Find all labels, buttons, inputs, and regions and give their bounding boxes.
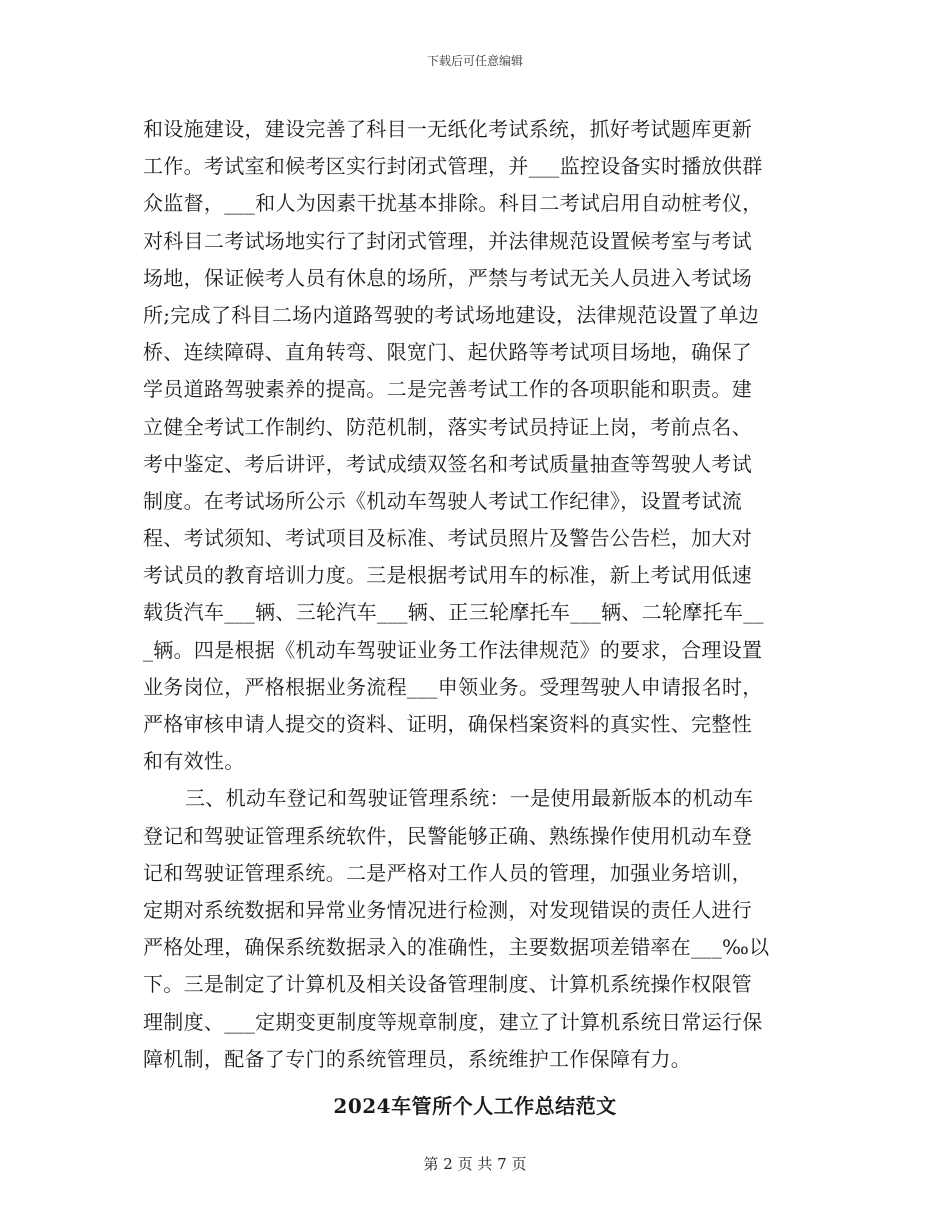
body-line: 障机制，配备了专门的系统管理员，系统维护工作保障有力。 — [143, 1046, 692, 1071]
page-number: 第 2 页 共 7 页 — [423, 1155, 527, 1173]
body-line: 理制度、___定期变更制度等规章制度，建立了计算机系统日常运行保 — [143, 1009, 763, 1034]
body-line: 定期对系统数据和异常业务情况进行检测，对发现错误的责任人进行 — [143, 897, 752, 922]
body-line: 严格处理，确保系统数据录入的准确性，主要数据项差错率在___‰以 — [143, 935, 770, 960]
body-line: 业务岗位，严格根据业务流程___申领业务。受理驾驶人申请报名时， — [143, 674, 763, 699]
body-line: 立健全考试工作制约、防范机制，落实考试员持证上岗，考前点名、 — [143, 414, 752, 439]
header-note: 下载后可任意编辑 — [426, 54, 523, 68]
body-line: 场地，保证候考人员有休息的场所，严禁与考试无关人员进入考试场 — [143, 265, 752, 290]
document-title: 2024车管所个人工作总结范文 — [333, 1094, 617, 1118]
body-line: 考中鉴定、考后讲评，考试成绩双签名和考试质量抽查等驾驶人考试 — [143, 451, 752, 476]
body-line: 所;完成了科目二场内道路驾驶的考试场地建设，法律规范设置了单边 — [143, 302, 760, 327]
body-line: 记和驾驶证管理系统。二是严格对工作人员的管理，加强业务培训， — [143, 860, 752, 885]
body-line: 考试员的教育培训力度。三是根据考试用车的标准，新上考试用低速 — [143, 563, 752, 588]
body-line: 和有效性。 — [143, 749, 245, 774]
body-line: _辆。四是根据《机动车驾驶证业务工作法律规范》的要求，合理设置 — [143, 637, 763, 662]
body-line: 对科目二考试场地实行了封闭式管理，并法律规范设置候考室与考试 — [143, 228, 752, 253]
body-line: 严格审核申请人提交的资料、证明，确保档案资料的真实性、完整性 — [143, 712, 752, 736]
body-line: 载货汽车___辆、三轮汽车___辆、正三轮摩托车___辆、二轮摩托车__ — [143, 600, 764, 625]
document-body — [143, 111, 803, 1078]
body-line: 众监督，___和人为因素干扰基本排除。科目二考试启用自动桩考仪， — [143, 191, 763, 216]
body-line: 和设施建设，建设完善了科目一无纸化考试系统，抓好考试题库更新 — [143, 117, 752, 141]
body-line: 制度。在考试场所公示《机动车驾驶人考试工作纪律》，设置考试流 — [143, 488, 742, 513]
body-line: 工作。考试室和候考区实行封闭式管理，并___监控设备实时播放供群 — [143, 154, 763, 179]
body-line: 桥、连续障碍、直角转弯、限宽门、起伏路等考试项目场地，确保了 — [143, 340, 752, 365]
paragraph-start-line: 三、机动车登记和驾驶证管理系统：一是使用最新版本的机动车 — [185, 786, 754, 811]
body-line: 学员道路驾驶素养的提高。二是完善考试工作的各项职能和职责。建 — [143, 377, 752, 402]
body-line: 下。三是制定了计算机及相关设备管理制度、计算机系统操作权限管 — [143, 972, 752, 997]
body-line: 登记和驾驶证管理系统软件，民警能够正确、熟练操作使用机动车登 — [143, 823, 752, 848]
body-line: 程、考试须知、考试项目及标准、考试员照片及警告公告栏，加大对 — [143, 526, 752, 551]
